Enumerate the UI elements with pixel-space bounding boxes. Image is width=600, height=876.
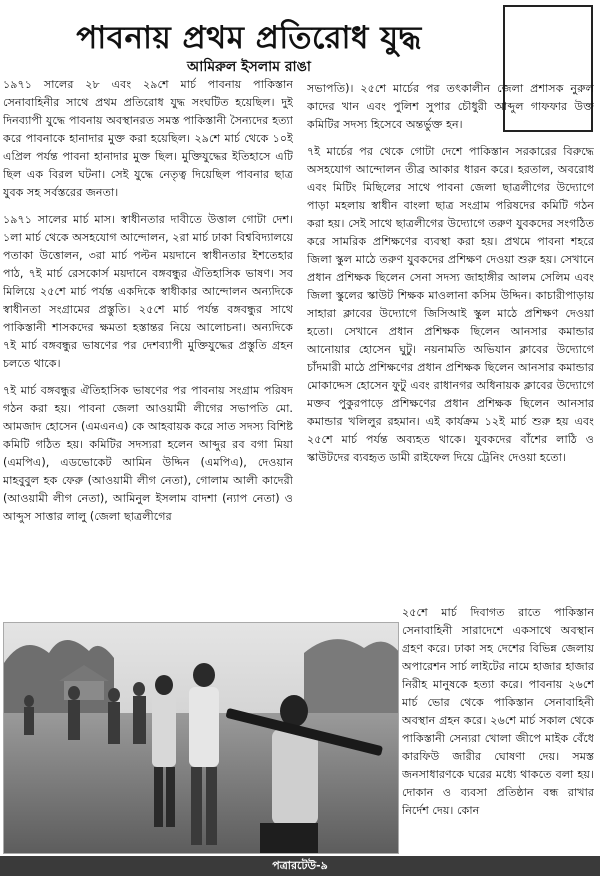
page-footer: পত্রারটেউ-৯ xyxy=(0,856,600,876)
paragraph: ৭ই মার্চ বঙ্গবন্ধুর ঐতিহাসিক ভাষণের পর পাবনায় সংগ্রাম পরিষদ গঠন করা হয়। পাবনা জেলা আওয়ামী লীগের সভাপতি মো. আমজাদ হোসেন (এমএনএ) কে আহবায়ক করে সাত সদস্য বিশিষ্ট কমিটি গঠিত হয়। কমিটির সদস্যরা হলেন আব্দুর রব বগা মিয়া (এমপিএ), এডভোকেট আমিন উদ্দিন (এমপিএ), দেওয়ান মাহবুবুল হক ফেরু (আওয়ামী লীগ নেতা), গোলাম আলী কাদেরী (আওয়ামী লীগ নেতা), আমিনুল ইসলাম বাদশা (ন্যাপ নেতা) ও আব্দুস সাত্তার লালু (জেলা ছাত্রলীগের xyxy=(3,384,293,523)
article-author: আমিরুল ইসলাম রাঙা xyxy=(187,59,311,75)
paragraph: ৭ই মার্চের পর থেকে গোটা দেশে পাকিস্তান সরকারের বিরুদ্ধে অসহযোগ আন্দোলন তীব্র আকার ধারন করে। হরতাল, অবরোধ এবং মিটিং মিছিলের সাথে পাবনা জেলা ছাত্রলীগের উদ্যোগে পাড়া মহলায় স্বাধীন বাংলা ছাত্র সংগ্রাম পরিষদের কমিটি গঠন করা হয়। সেই সাথে ছাত্রলীগের উদ্যোগে তরুণ যুবকদের সংগঠিত করে সামরিক প্রশিক্ষণের ব্যবস্থা করা হয়। প্রথমে পাবনা শহরে জিলা স্কুল মাঠে তরুণ যুবকদের প্রশিক্ষণ দেওয়া শুরু হয়। সেখানে প্রধান প্রশিক্ষক ছিলেন সেনা সদস্য জাহাঙ্গীর আলম সেলিম এবং জিলা স্কুলের স্কাউট শিক্ষক মাওলানা কসিম উদ্দিন। কাচারীপাড়ায় সাহারা ক্লাবের উদ্যোগে জিসিআই স্কুল মাঠে প্রশিক্ষণ দেওয়া হতো। সেখানে প্রধান প্রশিক্ষক ছিলেন আনসার কমান্ডার আনোয়ার হোসেন ঘুটু। নয়নামতি অভিযান ক্লাবের উদ্যোগে চাঁদমারী মাঠে প্রশিক্ষণের প্রধান প্রশিক্ষক ছিলেন আনসার কমান্ডার মোকাদ্দেস হোসেন ফুটু এবং রাধানগর অধিনায়ক ক্লাবের উদ্যোগে মক্তব পুকুরপাড়ে প্রশিক্ষণের প্রধান প্রশিক্ষক ছিলেন আনসার কমান্ডার খলিলুর রহমান। এই কার্যক্রম ১২ই মার্চ শুরু হয় এবং ২৫শে মার্চ পর্যন্ত অব্যহত থাকে। যুবকদের বাঁশের লাঠি ও স্কাউটদের ব্যবহৃত ডামী রাইফেল দিয়ে ট্রেনিং দেওয়া হতো। xyxy=(307,145,594,464)
paragraph: ১৯৭১ সালের মার্চ মাস। স্বাধীনতার দাবীতে উত্তাল গোটা দেশ। ১লা মার্চ থেকে অসহযোগ আন্দোলন, ২রা মার্চ ঢাকা বিশ্ববিদ্যালয়ে পতাকা উত্তোলন, ৩রা মার্চ পল্টন ময়দানে স্বাধীনতার ইশতেহার পাঠ, ৭ই মার্চ রেসকোর্স ময়দানে বঙ্গবন্ধুর ঐতিহাসিক ভাষণ। সব মিলিয়ে ২৫শে মার্চ পর্যন্ত একদিকে স্বাধীকার আন্দোলন অন্যদিকে স্বাধীনতা সংগ্রামের প্রস্তুতি। ২৫শে মার্চ পর্যন্ত বঙ্গবন্ধুর সাথে পাকিস্তানী শাসকদের ক্ষমতা হস্তান্তর নিয়ে আলোচনা। অন্যদিকে ৭ই মার্চ বঙ্গবন্ধুর ভাষণের পর দেশব্যাপী মুক্তিযুদ্ধের প্রস্তুতি গ্রহন চলতে থাকে। xyxy=(3,213,293,370)
freedom-fighters-photo xyxy=(3,622,399,854)
right-column xyxy=(307,80,594,600)
bottom-right-column xyxy=(402,604,594,854)
paragraph: ২৫শে মার্চ দিবাগত রাতে পাকিস্তান সেনাবাহিনী সারাদেশে একসাথে অবস্থান গ্রহণ করে। ঢাকা সহ দেশের বিভিন্ন জেলায় অপারেশন সার্চ লাইটের নামে হাজার হাজার নিরীহ মানুষকে হত্যা করে। পাবনায় ২৬শে মার্চ ভোর থেকে পাকিস্তান সেনাবাহিনী অবস্থান গ্রহন করে। ২৬শে মার্চ সকাল থেকে পাকিস্তানী সেন্যরা খোলা জীপে মাইক বেঁধে কারফিউ জারীর ঘোষণা দেয়। সমস্ত জনসাধারণকে ঘরের মধ্যে থাকতে বলা হয়। দোকান ও ব্যবসা প্রতিষ্ঠান বন্ধ রাখার নির্দেশ দেয়। কোন xyxy=(402,606,594,817)
photo-illustration xyxy=(4,623,399,854)
article-title: পাবনায় প্রথম প্রতিরোধ যুদ্ধ xyxy=(76,20,422,56)
paragraph: ১৯৭১ সালের ২৮ এবং ২৯শে মার্চ পাবনায় পাকিস্তান সেনাবাহিনীর সাথে প্রথম প্রতিরোধ যুদ্ধ সংঘটিত হয়েছিল। দুই দিনব্যাপী যুদ্ধে পাবনায় অবস্থানরত সমস্ত পাকিস্তানী সৈন্যদের হত্যা করে পাবনাকে হানাদার মুক্ত করা হয়েছিল। ২৯শে মার্চ থেকে ১০ই এপ্রিল পর্যন্ত পাবনা হানাদার মুক্ত ছিল। মুক্তিযুদ্ধের ইতিহাসে এটি ছিল এক বিরল ঘটনা। সেই যুদ্ধে নেতৃত্ব দিয়েছিল পাবনার ছাত্র যুবক সহ সর্বস্তরের জনতা। xyxy=(3,78,293,199)
paragraph: সভাপতি)। ২৫শে মার্চের পর তৎকালীন জেলা প্রশাসক নুরুল কাদের খান এবং পুলিশ সুপার চৌধুরী আব্দুল গাফফার উক্ত কমিটির সদস্য হিসেবে অন্তর্ভুক্ত হন। xyxy=(307,82,594,131)
left-column xyxy=(3,76,293,616)
